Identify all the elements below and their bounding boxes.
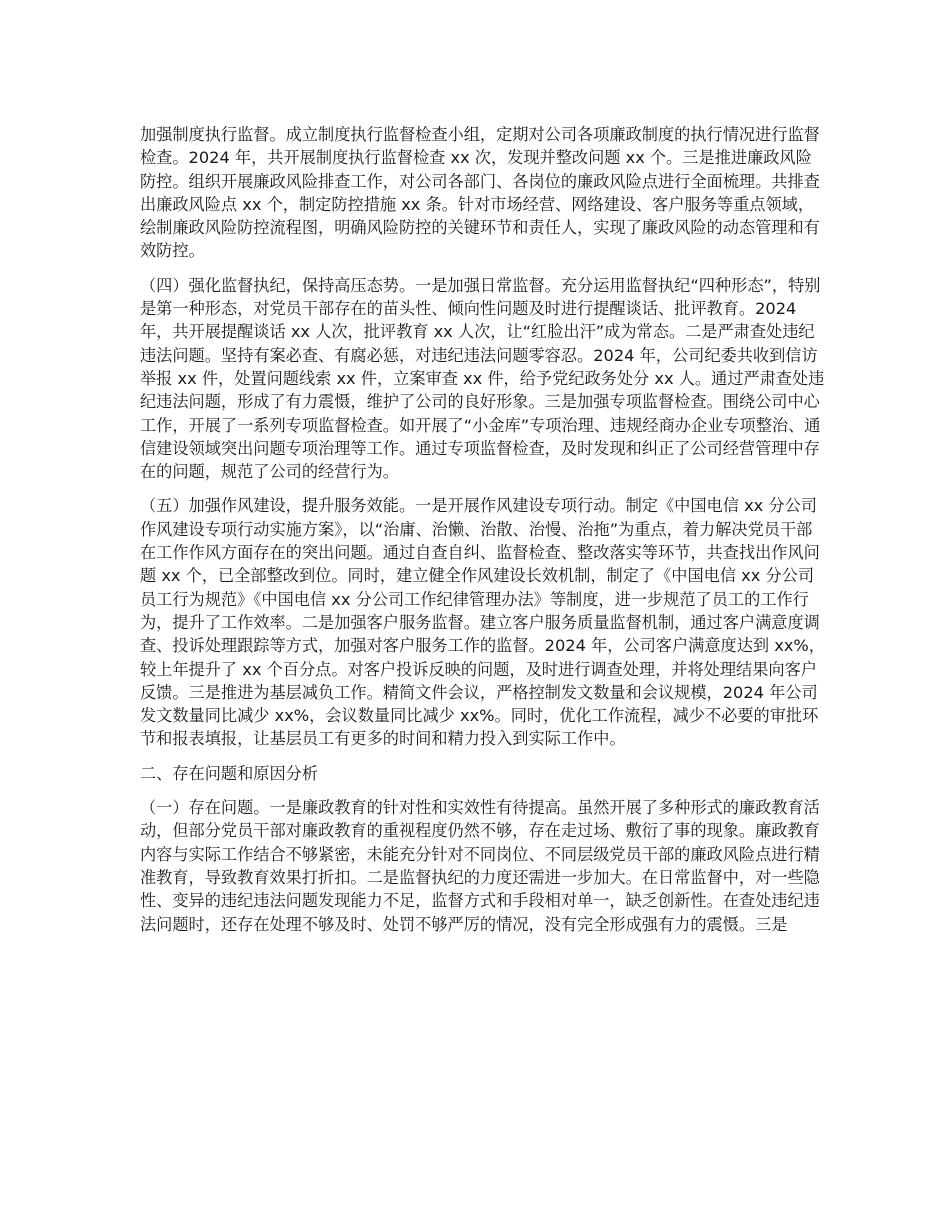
- paragraph-existing-problems: （一）存在问题。一是廉政教育的针对性和实效性有待提高。虽然开展了多种形式的廉政教育活动，但部分党员干部对廉政教育的重视程度仍然不够，存在走过场、敷衍了事的现象。廉政教育内容与实际工作结合不够紧密，未能充分针对不同岗位、不同层级党员干部的廉政风险点进行精准教育，导致教育效果打折扣。二是监督执纪的力度还需进一步加大。在日常监督中，对一些隐性、变异的违纪违法问题发现能力不足，监督方式和手段相对单一，缺乏创新性。在查处违纪违法问题时，还存在处理不够及时、处罚不够严厉的情况，没有完全形成强有力的震慑。三是: [140, 798, 820, 934]
- document-body: [140, 123, 826, 936]
- section-heading-problems: 二、存在问题和原因分析: [140, 763, 319, 783]
- paragraph-section-four: （四）强化监督执纪，保持高压态势。一是加强日常监督。充分运用监督执纪“四种形态”，特别是第一种形态，对党员干部存在的苗头性、倾向性问题及时进行提醒谈话、批评教育。2024 年，共开展提醒谈话 xx 人次，批评教育 xx 人次，让“红脸出汗”成为常态。二是严肃查处违纪违法问题。坚持有案必查、有腐必惩，对违纪违法问题零容忍。2024 年，公司纪委共收到信访举报 xx 件，处置问题线索 xx 件，立案审查 xx 件，给予党纪政务处分 xx 人。通过严肃查处违纪违法问题，形成了有力震慑，维护了公司的良好形象。三是加强专项监督检查。围绕公司中心工作，开展了一系列专项监督检查。如开展了“小金库”专项治理、违规经商办企业专项整治、通信建设领域突出问题专项治理等工作。通过专项监督检查，及时发现和纠正了公司经营管理中存在的问题，规范了公司的经营行为。: [140, 275, 825, 482]
- paragraph-section-five: （五）加强作风建设，提升服务效能。一是开展作风建设专项行动。制定《中国电信 xx 分公司作风建设专项行动实施方案》，以“治庸、治懒、治散、治慢、治拖”为重点，着力解决党员干部在工作作风方面存在的突出问题。通过自查自纠、监督检查、整改落实等环节，共查找出作风问题 xx 个，已全部整改到位。同时，建立健全作风建设长效机制，制定了《中国电信 xx 分公司员工行为规范》《中国电信 xx 分公司工作纪律管理办法》等制度，进一步规范了员工的工作行为，提升了工作效率。二是加强客户服务监督。建立客户服务质量监督机制，通过客户满意度调查、投诉处理跟踪等方式，加强对客户服务工作的监督。2024 年，公司客户满意度达到 xx%，较上年提升了 xx 个百分点。对客户投诉反映的问题，及时进行调查处理，并将处理结果向客户反馈。三是推进为基层减负工作。精简文件会议，严格控制发文数量和会议规模，2024 年公司发文数量同比减少 xx%，会议数量同比减少 xx%。同时，优化工作流程，减少不必要的审批环节和报表填报，让基层员工有更多的时间和精力投入到实际工作中。: [140, 496, 825, 749]
- paragraph-supervision-continued: 加强制度执行监督。成立制度执行监督检查小组，定期对公司各项廉政制度的执行情况进行监督检查。2024 年，共开展制度执行监督检查 xx 次，发现并整改问题 xx 个。三是推进廉政风险防控。组织开展廉政风险排查工作，对公司各部门、各岗位的廉政风险点进行全面梳理。共排查出廉政风险点 xx 个，制定防控措施 xx 条。针对市场经营、网络建设、客户服务等重点领域，绘制廉政风险防控流程图，明确风险防控的关键环节和责任人，实现了廉政风险的动态管理和有效防控。: [140, 125, 820, 261]
